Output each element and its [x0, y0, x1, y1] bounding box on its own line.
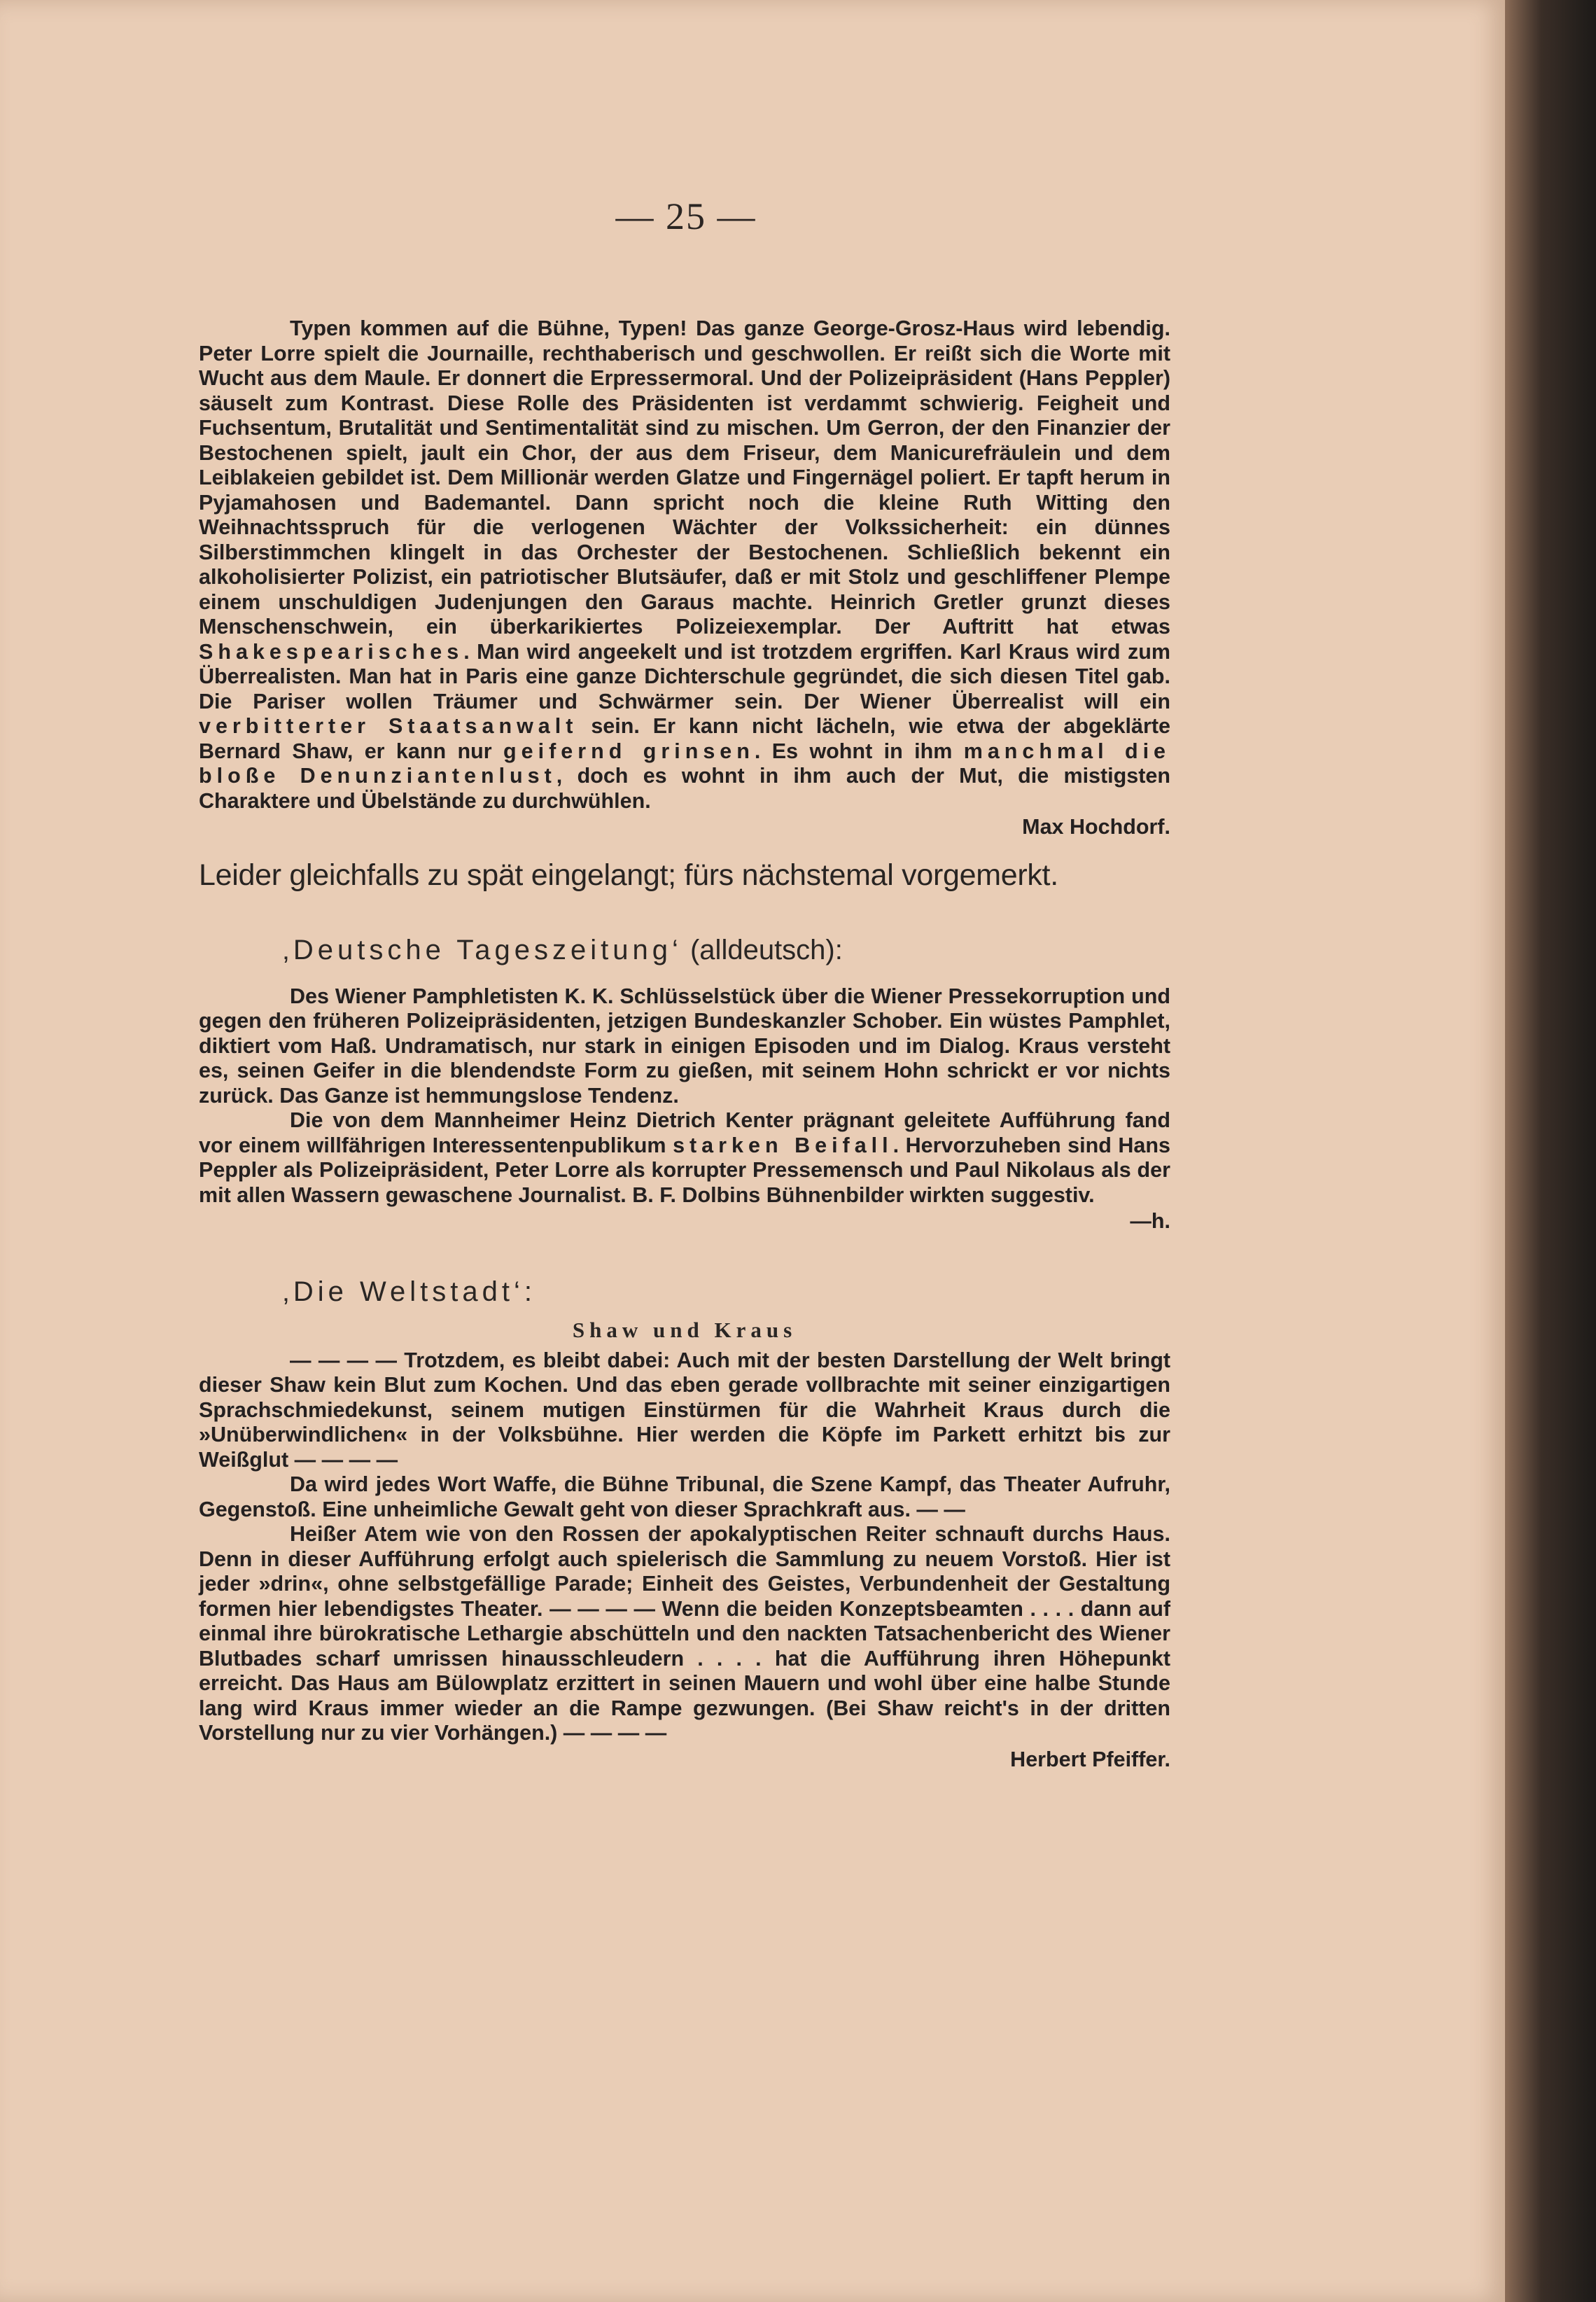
- review-hochdorf: [199, 316, 1170, 840]
- review-weltstadt-subheading: Shaw und Kraus: [572, 1317, 797, 1342]
- editorial-note: Leider gleichfalls zu spät eingelangt; fürs nächstemal vorgemerkt.: [199, 858, 1058, 892]
- paragraph: [199, 316, 1170, 814]
- text-run: Des Wiener Pamphletisten K. K. Schlüsselstück über die Wiener Pressekorruption und gegen den früheren Polizeipräsidenten, jetzigen Bundeskanzler Schober. Ein wüstes Pamphlet, diktiert vom Haß. Undramatisch, nur stark in einigen Episoden und im Dialog. Kraus versteht es, seinen Geifer in die blendendste Form zu gießen, mit seinem Hohn schrickt er vor nichts zurück. Das Ganze ist hemmungslose Tendenz.: [199, 984, 1170, 1108]
- review-tageszeitung: [199, 984, 1170, 1234]
- spaced-emphasis: Shakespearisches: [199, 639, 464, 664]
- spaced-emphasis: geifernd grinsen: [503, 739, 755, 763]
- spaced-emphasis: verbitterter Staatsanwalt: [199, 714, 578, 738]
- text-column: [199, 316, 1170, 1772]
- text-run: . Man wird angeekelt und ist trotzdem ergriffen. Karl Kraus wird zum Überrealisten. Man hat in Paris eine ganze Dichterschule gegründet, die sich diesen Titel gab. Die Pariser wollen Träumer und Schwärmer sein. Der Wiener Überrealist will ein: [199, 639, 1170, 713]
- page-number: — 25 —: [615, 195, 757, 237]
- review-weltstadt-body: [199, 1348, 1170, 1746]
- paragraph: [199, 1522, 1170, 1746]
- paragraph: [199, 1348, 1170, 1473]
- page-edge-shadow: [1505, 0, 1596, 2302]
- review-hochdorf-signature: Max Hochdorf.: [1022, 815, 1170, 839]
- text-run: Da wird jedes Wort Waffe, die Bühne Tribunal, die Szene Kampf, das Theater Aufruhr, Gegenstoß. Eine unheimliche Gewalt geht von dieser Sprachkraft aus. — —: [199, 1472, 1170, 1521]
- review-tageszeitung-body: [199, 984, 1170, 1208]
- review-tageszeitung-suffix: (alldeutsch):: [682, 934, 843, 965]
- review-hochdorf-body: [199, 316, 1170, 814]
- review-weltstadt: [199, 1348, 1170, 1773]
- paragraph: [199, 1472, 1170, 1522]
- review-tageszeitung-signature: —h.: [1130, 1209, 1170, 1233]
- text-run: Heißer Atem wie von den Rossen der apokalyptischen Reiter schnauft durchs Haus. Denn in dieser Aufführung erfolgt auch spielerisch die Sammlung zu neuem Vorstoß. Hier ist jeder »drin«, ohne selbstgefällige Parade; Einheit des Geistes, Verbundenheit der Gestaltung formen hier lebendigstes Theater. — — — — Wenn die beiden Konzeptsbeamten . . . . dann auf einmal ihre bürokratische Lethargie abschütteln und den nackten Tatsachenbericht des Wiener Blutbades scharf umrissen hinausschleudern . . . . hat die Aufführung ihren Höhepunkt erreicht. Das Haus am Bülowplatz erzittert in seinen Mauern und wohl über eine halbe Stunde lang wird Kraus immer wieder an die Rampe gezwungen. (Bei Shaw reicht's in der dritten Vorstellung nur zu vier Vorhängen.) — — — —: [199, 1522, 1170, 1745]
- spaced-emphasis: manchmal die bloße Denunziantenlust: [199, 739, 1171, 788]
- paragraph: [199, 1108, 1170, 1208]
- text-run: Die von dem Mannheimer Heinz Dietrich Kenter prägnant geleitete Aufführung fand vor einem willfährigen Interessentenpublikum: [199, 1108, 1170, 1157]
- paragraph: [199, 984, 1170, 1109]
- review-tageszeitung-heading: [283, 935, 1170, 966]
- text-run: . Es wohnt in ihm: [754, 739, 964, 763]
- review-tageszeitung-title: ‚Deutsche Tageszeitung‘: [283, 934, 682, 965]
- text-run: sein. Er kann nicht lächeln, wie etwa der abgeklärte Bernard Shaw, er kann nur: [199, 714, 1170, 763]
- review-weltstadt-heading: [283, 1276, 1170, 1308]
- text-run: , doch es wohnt in ihm auch der Mut, die mistigsten Charaktere und Übelstände zu durchwühlen.: [199, 764, 1170, 813]
- text-run: . Hervorzuheben sind Hans Peppler als Polizeipräsident, Peter Lorre als korrupter Pressemensch und Paul Nikolaus als der mit allen Wassern gewaschene Journalist. B. F. Dolbins Bühnenbilder wirkten suggestiv.: [199, 1133, 1170, 1207]
- text-run: — — — — Trotzdem, es bleibt dabei: Auch mit der besten Darstellung der Welt bringt dieser Shaw kein Blut zum Kochen. Und das eben gerade vollbrachte mit seiner einzigartigen Sprachschmiedekunst, seinem mutigen Einstürmen für die Wahrheit Kraus durch die »Unüberwindlichen« in der Volksbühne. Hier werden die Köpfe im Parkett erhitzt bis zur Weißglut — — — —: [199, 1348, 1170, 1472]
- review-weltstadt-signature: Herbert Pfeiffer.: [1010, 1747, 1170, 1771]
- review-weltstadt-title: ‚Die Weltstadt‘:: [283, 1276, 537, 1307]
- spaced-emphasis: starken Beifall: [673, 1133, 893, 1157]
- text-run: Typen kommen auf die Bühne, Typen! Das ganze George-Grosz-Haus wird lebendig. Peter Lorre spielt die Journaille, rechthaberisch und geschwollen. Er reißt sich die Worte mit Wucht aus dem Maule. Er donnert die Erpressermoral. Und der Polizeipräsident (Hans Peppler) säuselt zum Kontrast. Diese Rolle des Präsidenten ist verdammt schwierig. Feigheit und Fuchsentum, Brutalität und Sentimentalität sind zu mischen. Um Gerron, der den Finanzier der Bestochenen spielt, jault ein Chor, der aus dem Friseur, dem Manicurefräulein und dem Leiblakeien gebildet ist. Dem Millionär werden Glatze und Fingernägel poliert. Er tapft herum in Pyjamahosen und Bademantel. Dann spricht noch die kleine Ruth Witting den Weihnachtsspruch für die verlogenen Wächter der Volkssicherheit: ein dünnes Silberstimmchen klingelt in das Orchester der Bestochenen. Schließlich bekennt ein alkoholisierter Polizist, ein patriotischer Blutsäufer, daß er mit Stolz und geschliffener Plempe einem unschuldigen Judenjungen den Garaus machte. Heinrich Gretler grunzt dieses Menschenschwein, ein überkarikiertes Polizeiexemplar. Der Auftritt hat etwas: [199, 316, 1170, 639]
